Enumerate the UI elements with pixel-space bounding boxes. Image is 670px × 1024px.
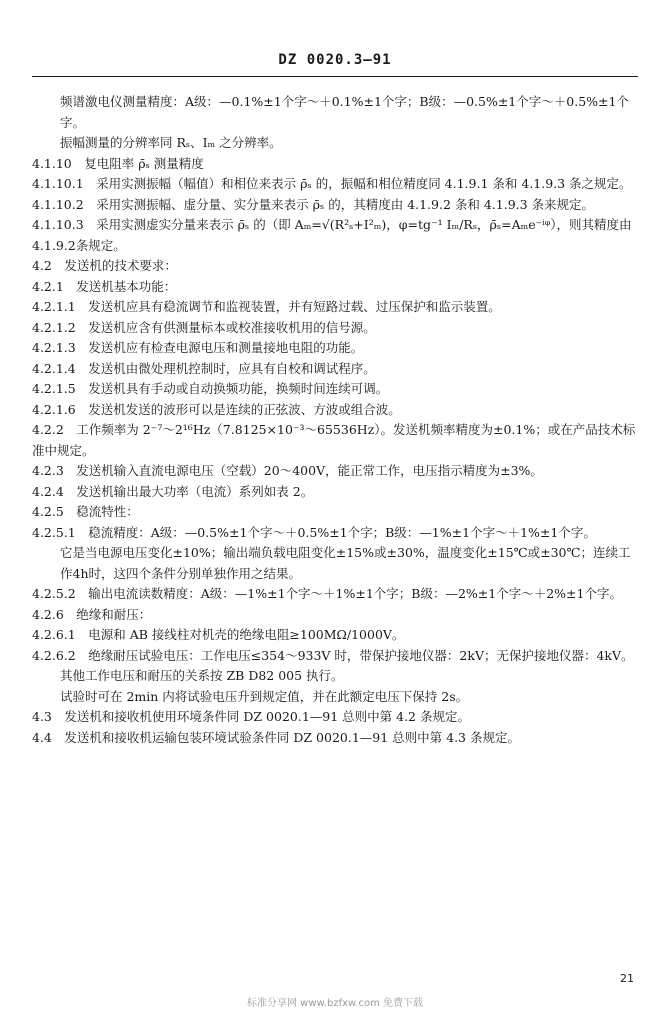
text-line: 振幅测量的分辨率同 Rₛ、Iₘ 之分辨率。 [60, 135, 282, 150]
text-line: 4.2.1.2 发送机应含有供测量标本或校准接收机用的信号源。 [32, 319, 376, 335]
text-line: 4.2.1 发送机基本功能： [32, 278, 177, 294]
text-line: 4.2.2 工作频率为 2⁻⁷～2¹⁶Hz（7.8125×10⁻³～65536Hz）。发送机频率精度为±0.1%；或在产品技术标准中规定。 [32, 422, 636, 458]
text-line: 4.1.10 复电阻率 ρ̄ₛ 测量精度 [32, 155, 204, 171]
document-header: DZ 0020.3—91 [278, 52, 392, 68]
text-line: 4.2 发送机的技术要求： [32, 258, 177, 273]
text-line: 4.2.1.4 发送机由微处理机控制时，应具有自校和调试程序。 [32, 360, 376, 376]
text-line: 4.4 发送机和接收机运输包装环境试验条件同 DZ 0020.1—91 总则中第 4.3 条规定。 [32, 729, 520, 745]
text-line: 4.2.5.2 输出电流读数精度：A级：—1%±1个字～＋1%±1个字；B级：—2%±1个字～＋2%±1个字。 [32, 586, 622, 601]
text-line: 4.2.5 稳流特性： [32, 504, 139, 519]
text-line: 它是当电源电压变化±10%；输出端负载电阻变化±15%或±30%，温度变化±15℃或±30℃；连续工作4h时，这四个条件分别单独作用之结果。 [60, 545, 631, 581]
text-line: 4.1.10.3 采用实测虚实分量来表示 ρ̄ₛ 的（即 Aₘ=√(R²ₛ+I²ₘ)，φ=tg⁻¹ Iₘ/Rₛ，ρ̄ₛ=Aₘe⁻ⁱᵠ），则其精度由 4.1.9.2条规定。 [32, 217, 632, 253]
text-line: 4.2.6.2 绝缘耐压试验电压：工作电压≤354～933V 时，带保护接地仪器：2kV；无保护接地仪器：4kV。 [32, 647, 634, 663]
text-line: 频谱激电仪测量精度：A级：—0.1%±1个字～＋0.1%±1个字；B级：—0.5%±1个字～＋0.5%±1个字。 [60, 94, 629, 130]
text-line: 4.2.1.1 发送机应具有稳流调节和监视装置，并有短路过载、过压保护和监示装置。 [32, 299, 501, 314]
text-line: 其他工作电压和耐压的关系按 ZB D82 005 执行。 [60, 668, 344, 683]
header-rule [32, 76, 638, 77]
page-number: 21 [620, 972, 634, 985]
text-line: 4.2.1.3 发送机应有检查电源电压和测量接地电阻的功能。 [32, 340, 364, 355]
text-line: 4.2.5.1 稳流精度：A级：—0.5%±1个字～＋0.5%±1个字；B级：—1%±1个字～＋1%±1个字。 [32, 524, 596, 540]
text-line: 4.3 发送机和接收机使用环境条件同 DZ 0020.1—91 总则中第 4.2 条规定。 [32, 709, 470, 724]
watermark-footer: 标准分享网 www.bzfxw.com 免费下载 [247, 998, 423, 1009]
text-line: 4.2.4 发送机输出最大功率（电流）系列如表 2。 [32, 483, 314, 499]
text-line: 试验时可在 2min 内将试验电压升到规定值，并在此额定电压下保持 2s。 [60, 688, 469, 704]
text-line: 4.2.6.1 电源和 AB 接线柱对机壳的绝缘电阻≥100MΩ/1000V。 [32, 627, 405, 642]
text-line: 4.2.1.5 发送机具有手动或自动换频功能，换频时间连续可调。 [32, 381, 389, 396]
document-body [32, 92, 638, 748]
text-line: 4.2.1.6 发送机发送的波形可以是连续的正弦波、方波或组合波。 [32, 401, 401, 417]
text-line: 4.2.6 绝缘和耐压： [32, 606, 152, 622]
text-line: 4.1.10.1 采用实测振幅（幅值）和相位来表示 ρ̄ₛ 的，振幅和相位精度同 4.1.9.1 条和 4.1.9.3 条之规定。 [32, 176, 632, 191]
text-line: 4.2.3 发送机输入直流电源电压（空载）20～400V，能正常工作，电压指示精度为±3%。 [32, 463, 543, 478]
text-line: 4.1.10.2 采用实测振幅、虚分量、实分量来表示 ρ̄ₛ 的，其精度由 4.1.9.2 条和 4.1.9.3 条来规定。 [32, 196, 595, 212]
